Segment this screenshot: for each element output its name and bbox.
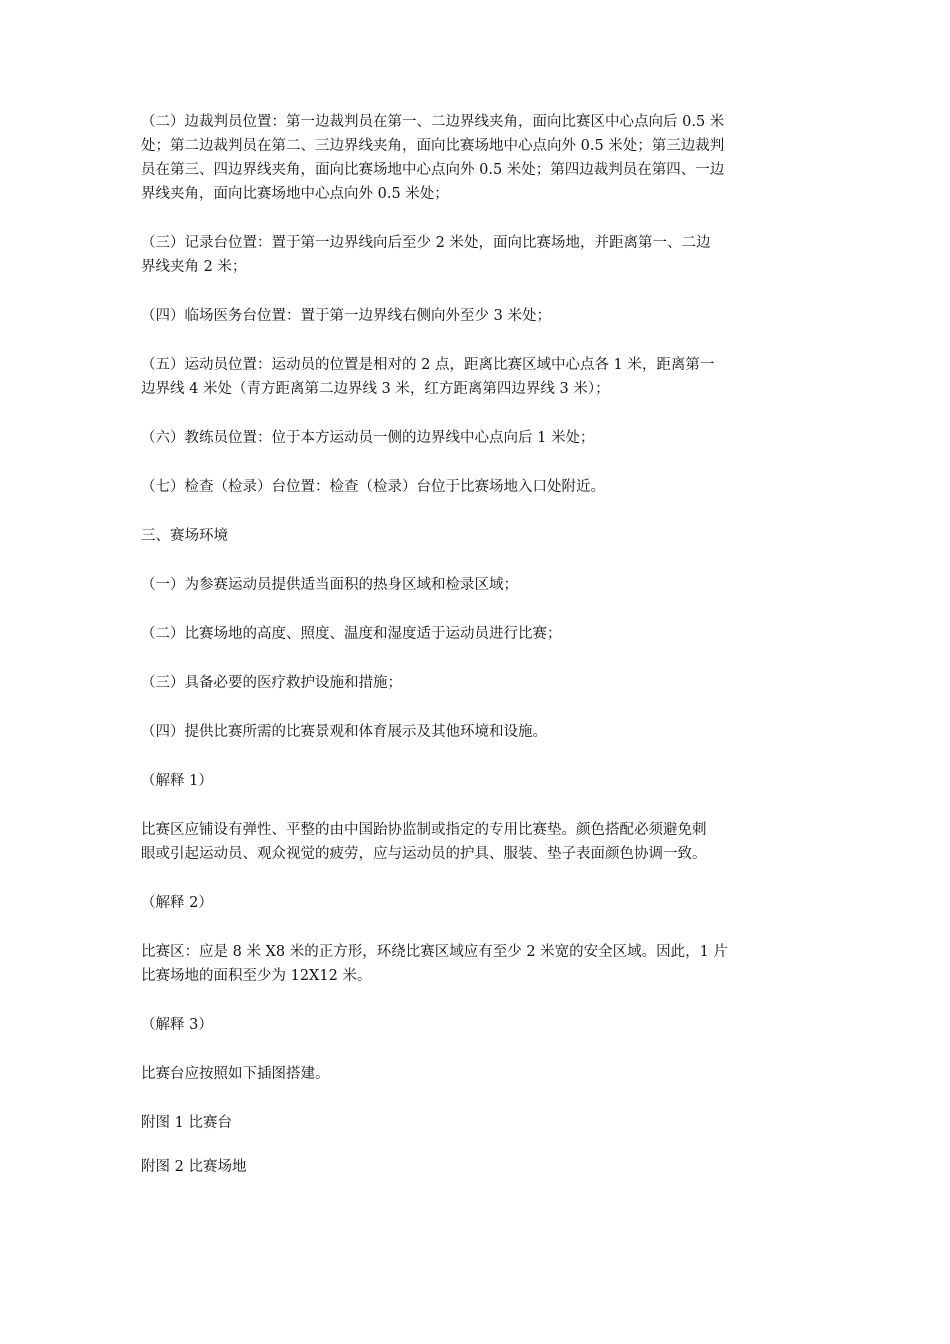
paragraph-venue-conditions bbox=[141, 622, 813, 646]
text-line: （解释 3） bbox=[141, 1017, 213, 1033]
paragraph-medical-table-position bbox=[141, 304, 813, 328]
text-line: （四）临场医务台位置：置于第一边界线右侧向外至少 3 米处； bbox=[141, 308, 551, 324]
text-line: 附图 2 比赛场地 bbox=[141, 1159, 247, 1175]
text-line: （六）教练员位置：位于本方运动员一侧的边界线中心点向后 1 米处； bbox=[141, 430, 595, 446]
text-line: （三）记录台位置：置于第一边界线向后至少 2 米处，面向比赛场地，并距离第一、二边 bbox=[141, 235, 711, 251]
text-line: 边界线 4 米处（青方距离第二边界线 3 米，红方距离第四边界线 3 米）； bbox=[141, 381, 610, 397]
document-page bbox=[141, 110, 813, 1204]
text-line: （解释 2） bbox=[141, 895, 213, 911]
text-line: 附图 1 比赛台 bbox=[141, 1115, 232, 1131]
text-line: 比赛区：应是 8 米 X8 米的正方形，环绕比赛区域应有至少 2 米宽的安全区域。因此，1 片 bbox=[141, 944, 728, 960]
text-line: （二）边裁判员位置：第一边裁判员在第一、二边界线夹角，面向比赛区中心点向后 0.5 米 bbox=[141, 114, 725, 130]
text-line: （三）具备必要的医疗救护设施和措施； bbox=[141, 675, 402, 691]
paragraph-platform-construction bbox=[141, 1062, 813, 1086]
text-line: 员在第三、四边界线夹角，面向比赛场地中心点向外 0.5 米处；第四边裁判员在第四、一边 bbox=[141, 162, 725, 178]
text-line: （二）比赛场地的高度、照度、温度和湿度适于运动员进行比赛； bbox=[141, 626, 562, 642]
paragraph-landscape-display bbox=[141, 720, 813, 744]
text-line: 比赛台应按照如下插图搭建。 bbox=[141, 1066, 330, 1082]
text-line: （五）运动员位置：运动员的位置是相对的 2 点，距离比赛区域中心点各 1 米，距离第一 bbox=[141, 357, 715, 373]
text-line: 比赛区应铺设有弹性、平整的由中国跆协监制或指定的专用比赛垫。颜色搭配必须避免刺 bbox=[141, 822, 707, 838]
figure-2-caption bbox=[141, 1155, 813, 1179]
text-line: （七）检查（检录）台位置：检查（检录）台位于比赛场地入口处附近。 bbox=[141, 479, 605, 495]
paragraph-medical-facilities bbox=[141, 671, 813, 695]
text-line: （四）提供比赛所需的比赛景观和体育展示及其他环境和设施。 bbox=[141, 724, 547, 740]
paragraph-coach-position bbox=[141, 426, 813, 450]
paragraph-record-table-position bbox=[141, 231, 813, 279]
text-line: 三、赛场环境 bbox=[141, 528, 228, 544]
paragraph-warmup-area bbox=[141, 573, 813, 597]
explanation-1-heading bbox=[141, 769, 813, 793]
paragraph-athlete-position bbox=[141, 353, 813, 401]
explanation-3-heading bbox=[141, 1013, 813, 1037]
figure-1-caption bbox=[141, 1111, 813, 1135]
text-line: 处；第二边裁判员在第二、三边界线夹角，面向比赛场地中心点向外 0.5 米处；第三边裁判 bbox=[141, 138, 725, 154]
text-line: 界线夹角，面向比赛场地中心点向外 0.5 米处； bbox=[141, 186, 449, 202]
paragraph-side-referee-position bbox=[141, 110, 813, 206]
text-line: （解释 1） bbox=[141, 773, 213, 789]
paragraph-competition-mat bbox=[141, 818, 813, 866]
section-heading-venue-environment bbox=[141, 524, 813, 548]
paragraph-inspection-table-position bbox=[141, 475, 813, 499]
text-line: 比赛场地的面积至少为 12X12 米。 bbox=[141, 968, 372, 984]
text-line: 眼或引起运动员、观众视觉的疲劳，应与运动员的护具、服装、垫子表面颜色协调一致。 bbox=[141, 846, 707, 862]
text-line: 界线夹角 2 米； bbox=[141, 259, 247, 275]
explanation-2-heading bbox=[141, 891, 813, 915]
paragraph-competition-area-size bbox=[141, 940, 813, 988]
text-line: （一）为参赛运动员提供适当面积的热身区域和检录区域； bbox=[141, 577, 518, 593]
